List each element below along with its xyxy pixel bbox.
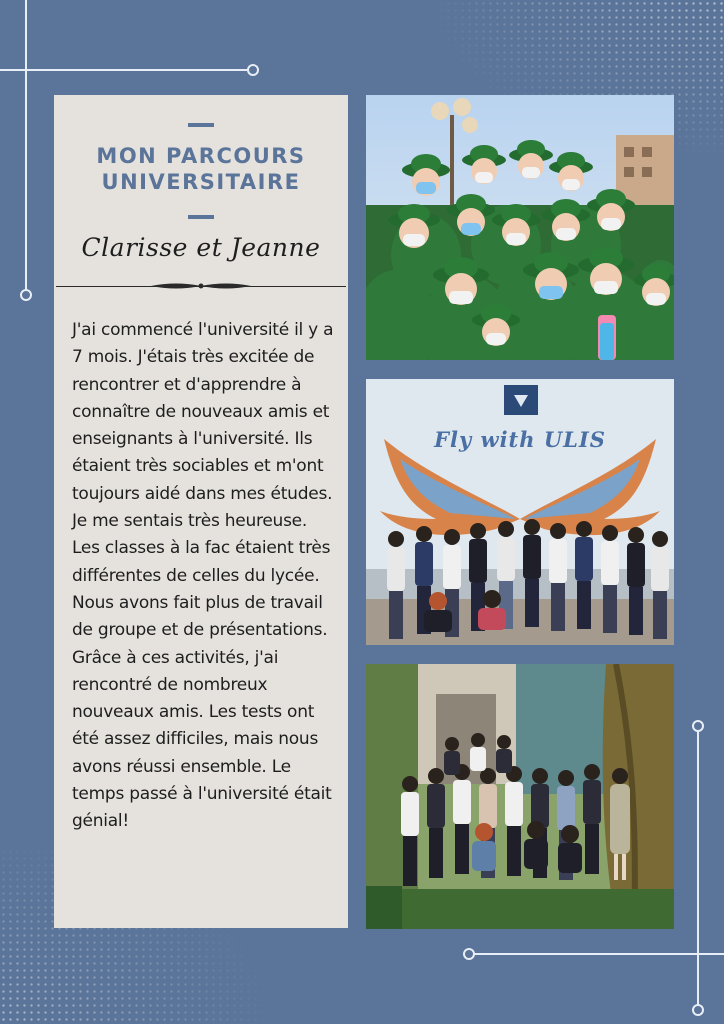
authors-signature: Clarisse et Jeanne: [81, 233, 321, 262]
page-title-line1: MON PARCOURS: [96, 144, 306, 168]
divider-ornament: [151, 281, 251, 291]
story-body-text: J'ai commencé l'université il y a 7 mois. J'étais très excitée de rencontrer et d'apprendre à connaître de nouveaux amis et enseignants à l'université. Ils étaient très sociables et m'ont toujours aidé dans mes études. Je me sentais très heureuse. Les classes à la fac étaient très différentes de celles du lycée. Nous avons fait plus de travail de groupe et de présentations. Grâce à ces activités, j'ai rencontré de nombreux nouveaux amis. Les tests ont été assez difficiles, mais nous avons réussi ensemble. Le temps passé à l'université était génial!: [72, 320, 334, 832]
deco-line-bottom-horizontal: [474, 953, 724, 955]
deco-line-top-horizontal: [0, 69, 250, 71]
deco-ring-left-end: [20, 289, 32, 301]
mural-caption: Fly with ULIS: [434, 427, 606, 452]
page-title-line2: UNIVERSITAIRE: [101, 170, 301, 194]
title-dash-bottom: [188, 215, 214, 219]
photo-wings-mural-group: [366, 379, 674, 645]
story-panel: [54, 95, 348, 928]
photo-students-green-uniforms: [366, 95, 674, 360]
deco-ring-right-top-end: [692, 720, 704, 732]
deco-ring-bottom-left-end: [463, 948, 475, 960]
photo-group-hallway: [366, 664, 674, 929]
deco-line-bottom-vertical: [697, 730, 699, 1008]
deco-ring-bottom-end: [692, 1004, 704, 1016]
title-dash-top: [188, 123, 214, 127]
deco-ring-top-end: [247, 64, 259, 76]
deco-line-top-vertical: [25, 0, 27, 290]
page-title: [54, 143, 348, 195]
